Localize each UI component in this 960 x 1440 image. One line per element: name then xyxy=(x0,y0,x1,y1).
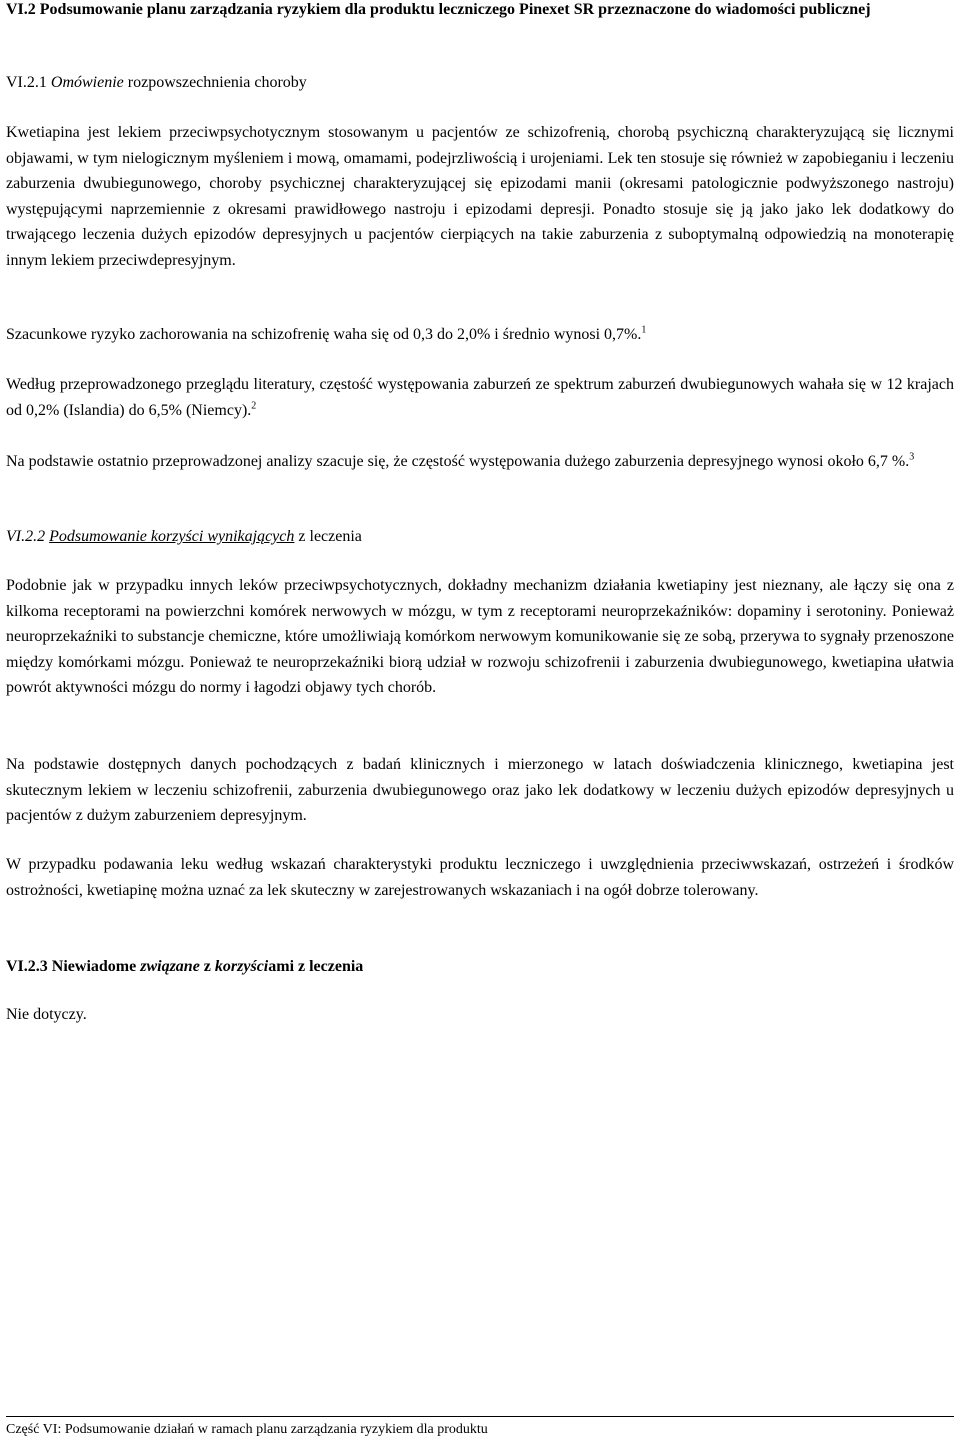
subsection-title-6-2-1: VI.2.1 Omówienie rozpowszechnienia choroby xyxy=(6,74,307,91)
paragraph-schizophrenia-risk: Szacunkowe ryzyko zachorowania na schizofrenię waha się od 0,3 do 2,0% i średnio wynosi 0,7%.$^1$ xyxy=(6,324,647,343)
paragraph-mechanism: Podobnie jak w przypadku innych leków przeciwpsychotycznych, dokładny mechanizm działania kwetiapiny jest nieznany, ale łączy się ona z kilkoma receptorami na powierzchni komórek nerwowych w mózgu, w tym z receptorami neuroprzekaźników: dopaminy i serotoniny. Ponieważ neuroprzekaźniki to substancje chemiczne, które umożliwiają komórkom nerwowym komunikowanie się ze sobą, przerywa to sygnały przenoszone między komórkami mózgu. Ponieważ te neuroprzekaźniki biorą udział w rozwoju schizofrenii i zaburzenia dwubiegunowego, kwetiapina ułatwia powrót aktywności mózgu do normy i łagodzi objawy tych chorób. xyxy=(6,577,954,696)
paragraph-tolerability: W przypadku podawania leku według wskazań charakterystyki produktu leczniczego i uwzględnienia przeciwwskazań, ostrzeżeń i środków ostrożności, kwetiapinę można uznać za lek skuteczny w zarejestrowanych wskazaniach i na ogół dobrze tolerowany. xyxy=(6,856,954,899)
footnote-ref-3[interactable]: 3 xyxy=(909,451,915,463)
paragraph-not-applicable: Nie dotyczy. xyxy=(6,1006,87,1023)
paragraph-bipolar-prevalence: Według przeprowadzonego przeglądu literatury, częstość występowania zaburzeń ze spektrum zaburzeń dwubiegunowych wahała się w 12 krajach od 0,2% (Islandia) do 6,5% (Niemcy).$^2$ xyxy=(6,376,954,419)
section-title: VI.2 Podsumowanie planu zarządzania ryzykiem dla produktu leczniczego Pinexet SR przeznaczone do wiadomości publicznej xyxy=(6,1,871,18)
paragraph-depression-prevalence: Na podstawie ostatnio przeprowadzonej analizy szacuje się, że częstość występowania dużego zaburzenia depresyjnego wynosi około 6,7 %.$^3$ xyxy=(6,451,915,470)
footnote-ref-1[interactable]: 1 xyxy=(641,324,647,336)
paragraph-clinical-evidence: Na podstawie dostępnych danych pochodzących z badań klinicznych i mierzonego w latach doświadczenia klinicznego, kwetiapina jest skutecznym lekiem w leczeniu schizofrenii, zaburzenia dwubiegunowego oraz jako lek dodatkowy w leczeniu dużych epizodów depresyjnych u pacjentów z dużym zaburzeniem depresyjnym. xyxy=(6,756,954,824)
page-footer: Część VI: Podsumowanie działań w ramach planu zarządzania ryzykiem dla produktu xyxy=(6,1416,954,1439)
footnote-ref-2[interactable]: 2 xyxy=(251,400,257,412)
subsection-title-6-2-3: VI.2.3 Niewiadome związane z korzyściami z leczenia xyxy=(6,958,364,975)
subsection-title-6-2-2: VI.2.2 Podsumowanie korzyści wynikających z leczenia xyxy=(6,528,362,545)
paragraph-disease-description: Kwetiapina jest lekiem przeciwpsychotycznym stosowanym u pacjentów ze schizofrenią, chorobą psychiczną charakteryzującą się licznymi objawami, w tym nielogicznym myśleniem i mową, omamami, podejrzliwością i urojeniami. Lek ten stosuje się również w zapobieganiu i leczeniu zaburzenia dwubiegunowego, choroby psychicznej charakteryzującej się epizodami manii (okresami patologicznie podwyższonego nastroju) występującymi naprzemiennie z okresami prawidłowego nastroju i epizodami depresji. Ponadto stosuje się ją jako jako lek dodatkowy do trwającego leczenia dużych epizodów depresyjnych u pacjentów cierpiących na takie zaburzenia z suboptymalną odpowiedzią na monoterapię innym lekiem przeciwdepresyjnym. xyxy=(6,124,954,269)
